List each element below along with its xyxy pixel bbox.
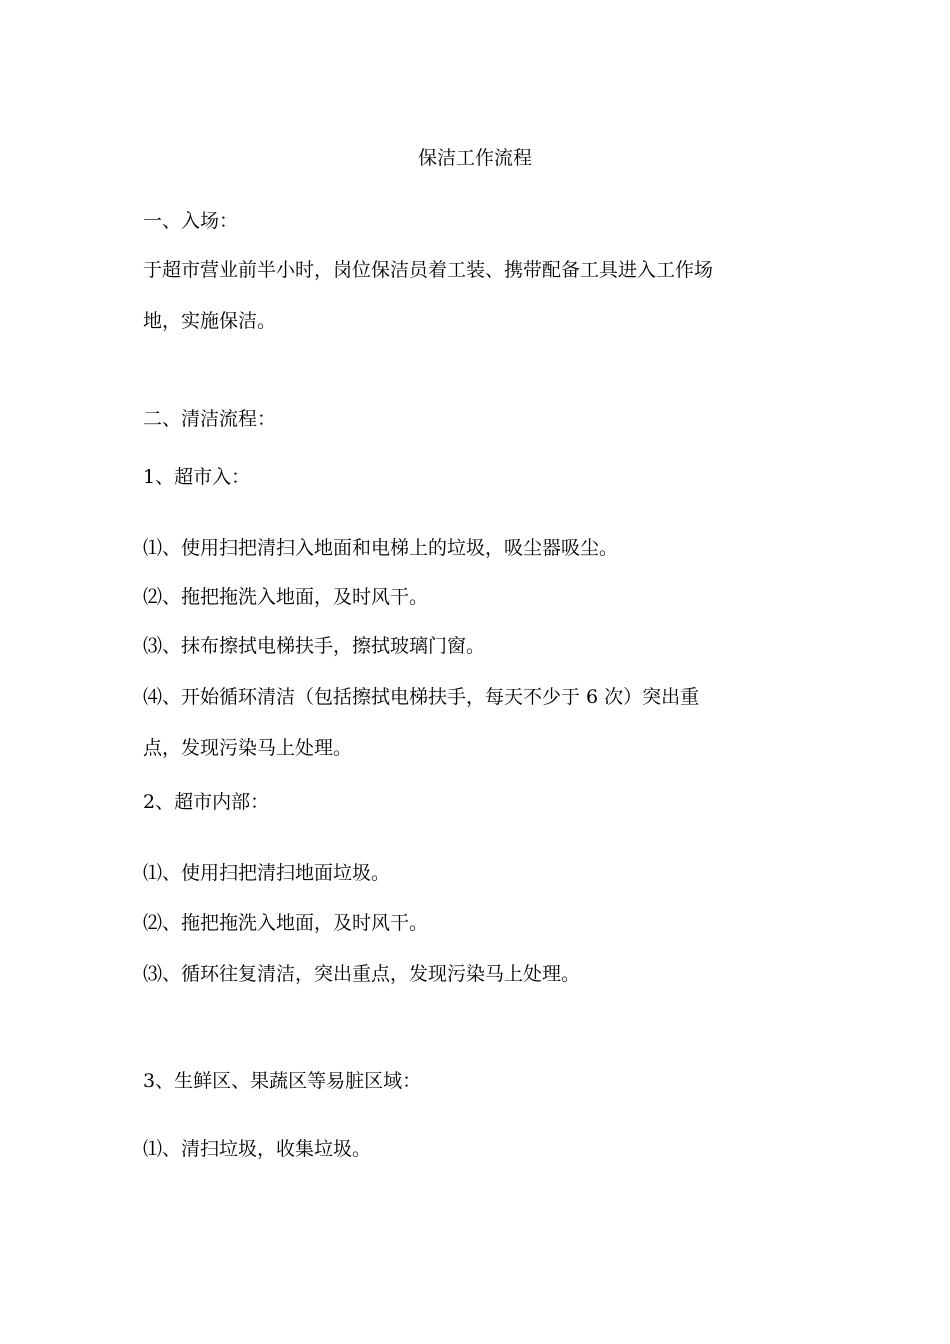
entry-paragraph-line-2: 地，实施保洁。 — [143, 310, 277, 332]
list-item-continuation: 点，发现污染马上处理。 — [143, 737, 353, 759]
subsection-heading-interior: 2、超市内部： — [143, 791, 270, 813]
list-item: ⑷、开始循环清洁（包括擦拭电梯扶手，每天不少于 6 次）突出重 — [143, 686, 700, 708]
subsection-heading-fresh-produce: 3、生鲜区、果蔬区等易脏区域： — [143, 1070, 422, 1092]
list-item: ⑴、使用扫把清扫入地面和电梯上的垃圾，吸尘器吸尘。 — [143, 537, 619, 559]
document-title: 保洁工作流程 — [417, 147, 532, 169]
section-heading-cleaning-process: 二、清洁流程： — [143, 408, 277, 430]
list-item: ⑵、拖把拖洗入地面，及时风干。 — [143, 912, 429, 934]
subsection-heading-entrance: 1、超市入： — [143, 466, 251, 488]
list-item: ⑶、抹布擦拭电梯扶手，擦拭玻璃门窗。 — [143, 635, 486, 657]
entry-paragraph-line-1: 于超市营业前半小时，岗位保洁员着工装、携带配备工具进入工作场 — [143, 259, 714, 281]
list-item: ⑴、使用扫把清扫地面垃圾。 — [143, 862, 391, 884]
list-item: ⑴、清扫垃圾，收集垃圾。 — [143, 1138, 372, 1160]
list-item: ⑶、循环往复清洁，突出重点，发现污染马上处理。 — [143, 963, 581, 985]
list-item: ⑵、拖把拖洗入地面，及时风干。 — [143, 586, 429, 608]
section-heading-entry: 一、入场： — [143, 210, 239, 232]
